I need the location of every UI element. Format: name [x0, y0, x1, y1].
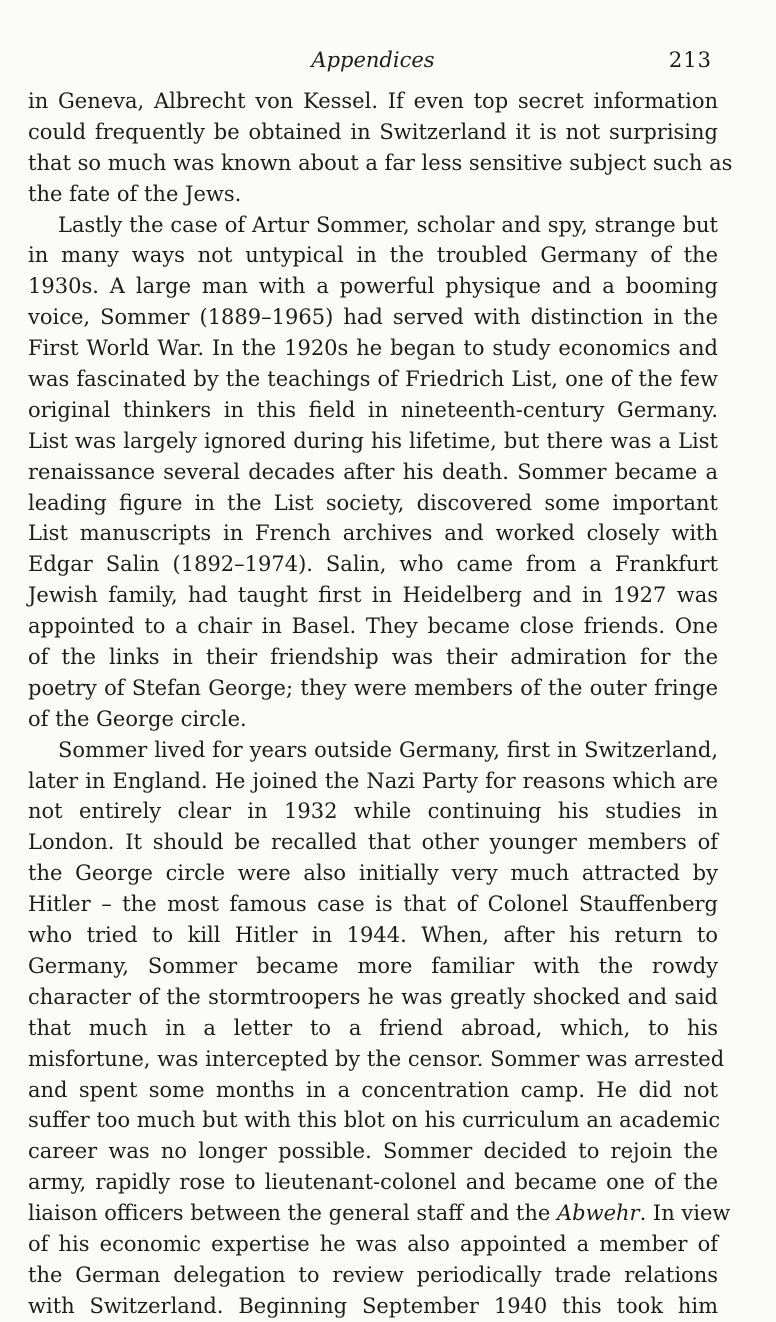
text-line: character of the stormtroopers he was greatly shocked and said	[28, 984, 718, 1009]
text-line: the German delegation to review periodically trade relations	[28, 1262, 718, 1287]
running-title: Appendices	[311, 48, 435, 72]
text-line: that much in a letter to a friend abroad, which, to his	[28, 1015, 718, 1040]
text-line: was fascinated by the teachings of Friedrich List, one of the few	[28, 367, 718, 392]
text-line: in many ways not untypical in the troubled Germany of the	[28, 243, 718, 268]
text-line: that so much was known about a far less sensitive subject such as	[28, 150, 733, 175]
text-line: appointed to a chair in Basel. They became close friends. One	[28, 614, 718, 639]
text-line: voice, Sommer (1889–1965) had served with distinction in the	[28, 305, 718, 330]
text-line: List was largely ignored during his lifetime, but there was a List	[28, 428, 718, 453]
text-line: renaissance several decades after his death. Sommer became a	[28, 459, 718, 484]
text-line: London. It should be recalled that other younger members of	[28, 830, 718, 855]
text-run: . In view	[639, 1201, 731, 1226]
text-line: original thinkers in this field in nineteenth-century Germany.	[28, 397, 718, 422]
text-line: 1930s. A large man with a powerful physique and a booming	[28, 274, 718, 299]
text-line: Sommer lived for years outside Germany, first in Switzerland,	[58, 737, 718, 762]
text-line: in Geneva, Albrecht von Kessel. If even top secret information	[28, 89, 718, 113]
text-line: and spent some months in a concentration camp. He did not	[28, 1077, 718, 1102]
paragraph	[28, 735, 731, 1322]
text-line: leading figure in the List society, discovered some important	[28, 490, 718, 515]
text-line: misfortune, was intercepted by the censor. Sommer was arrested	[28, 1046, 725, 1071]
text-line-with-italic	[28, 1198, 731, 1229]
text-line: the George circle were also initially very much attracted by	[28, 861, 718, 886]
paragraph	[28, 210, 718, 735]
text-line: suffer too much but with this blot on his curriculum an academic	[28, 1108, 721, 1133]
text-line: the fate of the Jews.	[28, 181, 242, 206]
text-line: Lastly the case of Artur Sommer, scholar and spy, strange but	[58, 212, 718, 237]
text-line: Edgar Salin (1892–1974). Salin, who came from a Frankfurt	[28, 552, 718, 577]
text-line: poetry of Stefan George; they were members of the outer fringe	[28, 675, 718, 700]
text-line: Hitler – the most famous case is that of Colonel Stauffenberg	[28, 892, 718, 917]
text-line: Jewish family, had taught first in Heidelberg and in 1927 was	[28, 583, 718, 608]
text-line: of the links in their friendship was their admiration for the	[28, 645, 718, 670]
text-line: could frequently be obtained in Switzerland it is not surprising	[28, 119, 718, 144]
text-line: List manuscripts in French archives and worked closely with	[28, 521, 718, 546]
text-line: Germany, Sommer became more familiar with the rowdy	[28, 953, 718, 978]
text-line: of the George circle.	[28, 706, 247, 731]
text-run: liaison officers between the general staff and the	[28, 1201, 557, 1226]
running-head	[28, 48, 718, 78]
text-line: later in England. He joined the Nazi Party for reasons which are	[28, 768, 718, 793]
text-line: career was no longer possible. Sommer decided to rejoin the	[28, 1139, 718, 1164]
text-line: of his economic expertise he was also appointed a member of	[28, 1231, 718, 1256]
text-line: army, rapidly rose to lieutenant-colonel and became one of the	[28, 1170, 718, 1195]
body-text	[28, 86, 733, 1322]
text-line: with Switzerland. Beginning September 1940 this took him	[28, 1293, 718, 1318]
text-line: not entirely clear in 1932 while continuing his studies in	[28, 799, 718, 824]
italic-term: Abwehr	[557, 1201, 640, 1226]
paragraph	[28, 86, 733, 210]
text-line: who tried to kill Hitler in 1944. When, after his return to	[28, 923, 718, 948]
text-line: First World War. In the 1920s he began to study economics and	[28, 336, 718, 361]
page-number: 213	[668, 48, 712, 72]
